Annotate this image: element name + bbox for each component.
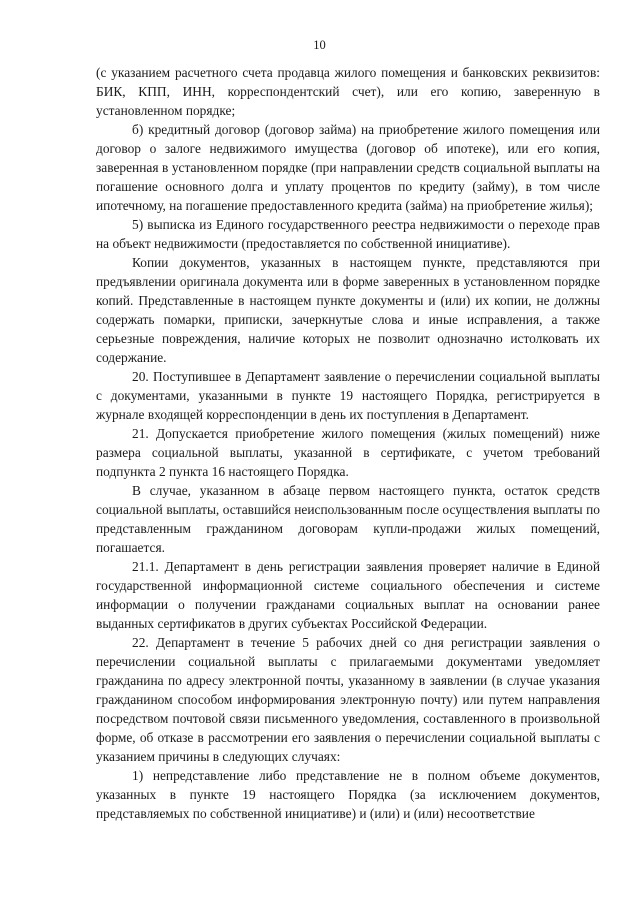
- paragraph-item-21-remainder: В случае, указанном в абзаце первом настоящего пункта, остаток средств социальной выплаты, оставшийся неиспользованным после осуществления выплаты по представленным гражданином договорам купли-продажи жилых помещений, погашается.: [96, 483, 600, 555]
- document-body: [96, 63, 600, 823]
- paragraph-bank-details: (с указанием расчетного счета продавца жилого помещения и банковских реквизитов: БИК, КПП, ИНН, корреспондентский счет), или его копию, заверенную в установленном порядке;: [96, 65, 600, 118]
- paragraph-item-22: 22. Департамент в течение 5 рабочих дней со дня регистрации заявления о перечислении социальной выплаты с прилагаемыми документами уведомляет гражданина по адресу электронной почты, указанному в заявлении (в случае указания гражданином способом информирования электронную почту) или путем направления посредством почтовой связи письменного уведомления, составленного в произвольной форме, об отказе в рассмотрении его заявления о перечислении социальной выплаты с указанием причины в следующих случаях:: [96, 635, 600, 764]
- paragraph-item-20: 20. Поступившее в Департамент заявление о перечислении социальной выплаты с документами, указанными в пункте 19 настоящего Порядка, регистрируется в журнале входящей корреспонденции в день их поступления в Департамент.: [96, 369, 600, 422]
- page-number: 10: [313, 38, 326, 52]
- paragraph-item-22-case-1: 1) непредставление либо представление не в полном объеме документов, указанных в пункте 19 настоящего Порядка (за исключением документов, представляемых по собственной инициативе) и (или) и (или) несоответствие: [96, 768, 600, 821]
- paragraph-document-copies: Копии документов, указанных в настоящем пункте, представляются при предъявлении оригинала документа или в форме заверенных в установленном порядке копий. Представленные в настоящем пункте документы и (или) их копии, не должны содержать помарки, приписки, зачеркнутые слова и иные исправления, а также серьезные повреждения, наличие которых не позволит однозначно истолковать их содержание.: [96, 255, 600, 365]
- paragraph-registry-extract: 5) выписка из Единого государственного реестра недвижимости о переходе прав на объект недвижимости (предоставляется по собственной инициативе).: [96, 217, 600, 251]
- paragraph-credit-agreement: б) кредитный договор (договор займа) на приобретение жилого помещения или договор о залоге недвижимого имущества (договор об ипотеке), или его копия, заверенная в установленном порядке (при направлении средств социальной выплаты на погашение основного долга и уплату процентов по кредиту (займу), в том числе ипотечному, на погашение предоставленного кредита (займа) на приобретение жилья);: [96, 122, 600, 213]
- paragraph-item-21: 21. Допускается приобретение жилого помещения (жилых помещений) ниже размера социальной выплаты, указанной в сертификате, с учетом требований подпункта 2 пункта 16 настоящего Порядка.: [96, 426, 600, 479]
- paragraph-item-21-1: 21.1. Департамент в день регистрации заявления проверяет наличие в Единой государственной информационной системе социального обеспечения и системе информации о получении гражданами социальных выплат на основании ранее выданных сертификатов в других субъектах Российской Федерации.: [96, 559, 600, 631]
